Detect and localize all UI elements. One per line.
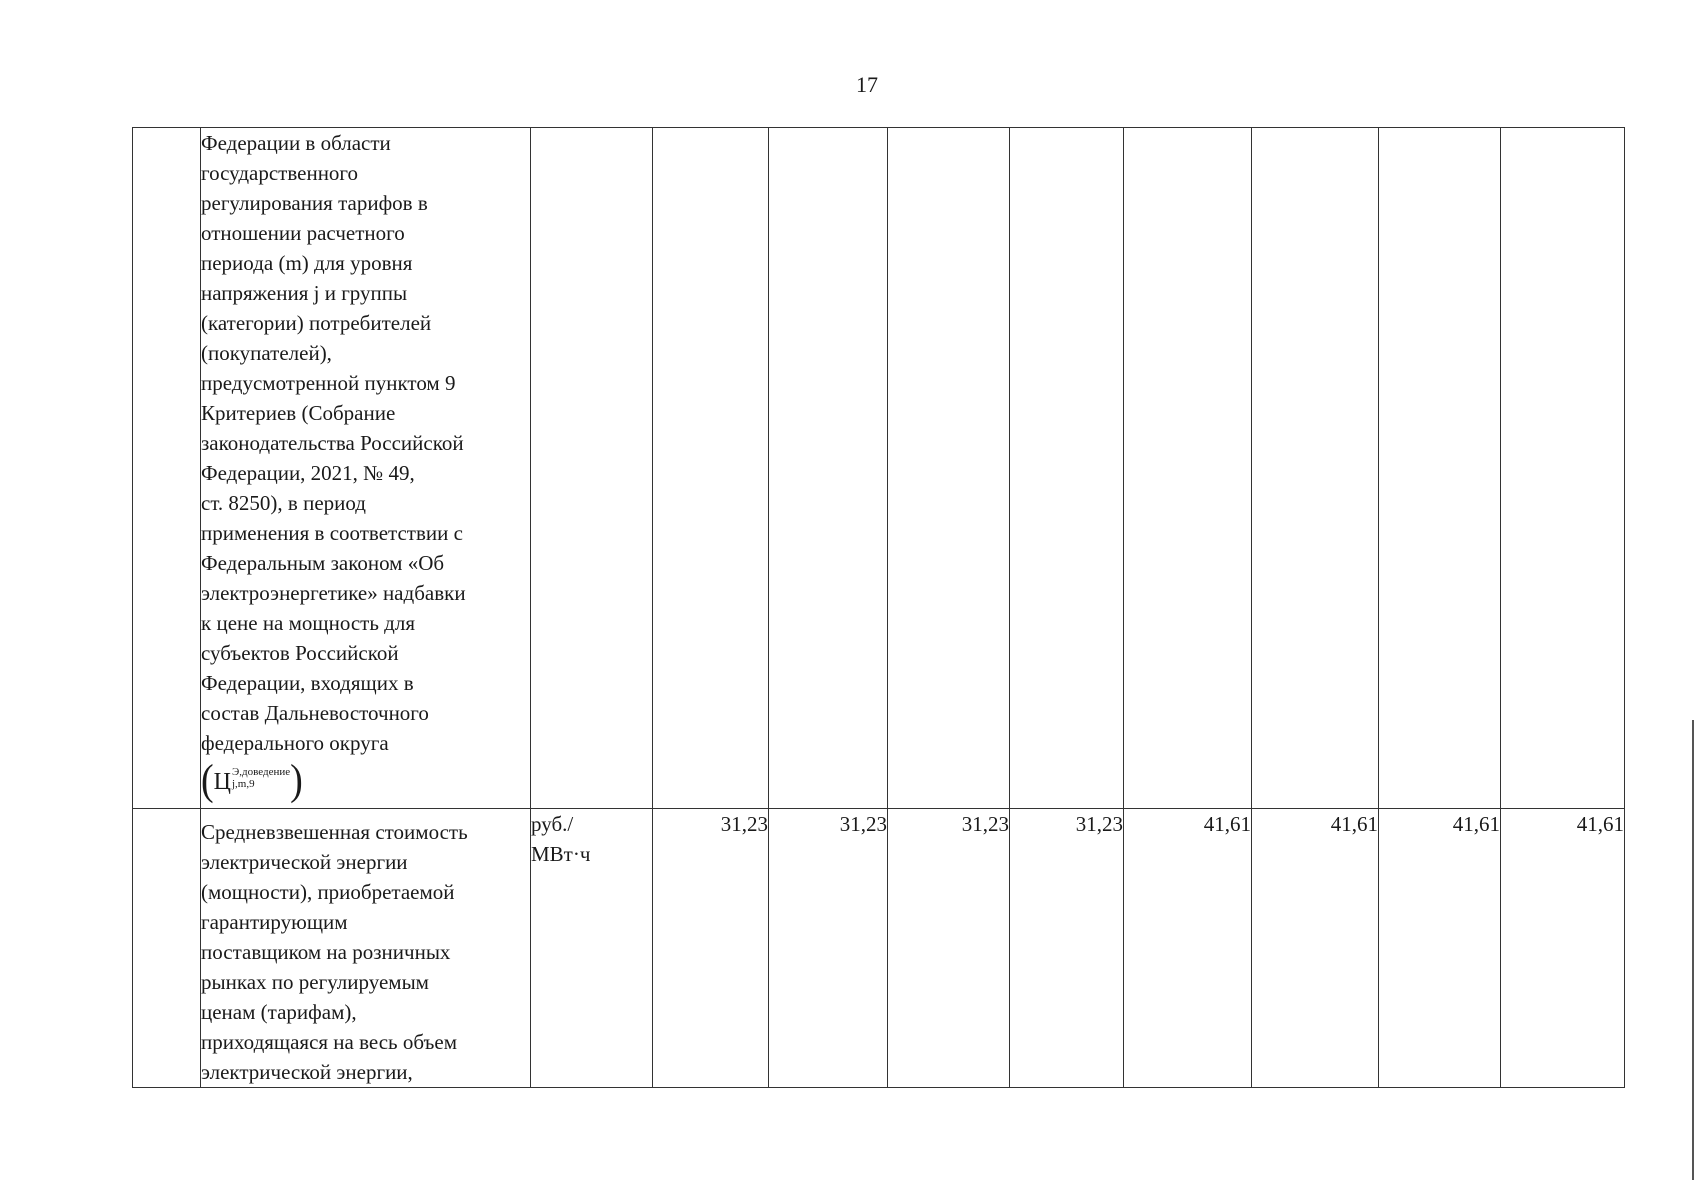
description-line: (мощности), приобретаемой [201, 880, 455, 904]
value-cell [888, 128, 1010, 809]
unit-line: МВт·ч [531, 842, 591, 866]
description-line: (категории) потребителей [201, 311, 432, 335]
table-row [133, 809, 1625, 1088]
unit-line: руб./ [531, 812, 574, 836]
description-line: электрической энергии, [201, 1060, 413, 1084]
description-line: периода (m) для уровня [201, 251, 413, 275]
description-line: Федеральным законом «Об [201, 551, 445, 575]
description-line: электрической энергии [201, 850, 408, 874]
description-line: Федерации, 2021, № 49, [201, 461, 415, 485]
description-line: гарантирующим [201, 910, 348, 934]
value-cell: 41,61 [1501, 809, 1625, 1088]
row-number-cell [133, 809, 201, 1088]
value-cell: 41,61 [1379, 809, 1501, 1088]
formula-superscript: Э,доведение [232, 766, 291, 778]
description-line: законодательства Российской [201, 431, 464, 455]
value-cell: 31,23 [888, 809, 1010, 1088]
description-line: федерального округа [201, 731, 389, 755]
description-line: Федерации, входящих в [201, 671, 414, 695]
description-cell [201, 128, 531, 809]
scan-edge-line [1692, 720, 1694, 1180]
description-line: регулирования тарифов в [201, 191, 428, 215]
value-cell: 41,61 [1252, 809, 1379, 1088]
description-line: отношении расчетного [201, 221, 405, 245]
table-row [133, 128, 1625, 809]
description-line: предусмотренной пунктом 9 [201, 371, 456, 395]
description-line: ст. 8250), в период [201, 491, 366, 515]
value-cell [1124, 128, 1252, 809]
description-line: государственного [201, 161, 359, 185]
value-cell [1252, 128, 1379, 809]
description-line: применения в соответствии с [201, 521, 463, 545]
tariff-table [132, 127, 1625, 1088]
description-line: электроэнергетике» надбавки [201, 581, 466, 605]
formula-subscript: j,m,9 [232, 778, 255, 790]
price-formula [201, 755, 303, 805]
open-paren: ( [201, 755, 214, 805]
description-line: (покупателей), [201, 341, 332, 365]
formula-scripts [232, 766, 290, 790]
description-line: поставщиком на розничных [201, 940, 451, 964]
value-cell [769, 128, 888, 809]
description-cell [201, 809, 531, 1088]
value-cell: 31,23 [1010, 809, 1124, 1088]
description-line: Федерации в области [201, 131, 391, 155]
value-cell [653, 128, 769, 809]
value-cell [1010, 128, 1124, 809]
description-line: субъектов Российской [201, 641, 399, 665]
value-cell [1379, 128, 1501, 809]
value-cell: 41,61 [1124, 809, 1252, 1088]
close-paren: ) [290, 755, 303, 805]
description-line: Средневзвешенная стоимость [201, 820, 468, 844]
description-line: рынках по регулируемым [201, 970, 429, 994]
formula-symbol: Ц [213, 769, 231, 795]
page-number: 17 [856, 72, 878, 97]
description-line: ценам (тарифам), [201, 1000, 357, 1024]
value-cell [1501, 128, 1625, 809]
value-cell: 31,23 [653, 809, 769, 1088]
value-cell: 31,23 [769, 809, 888, 1088]
unit-cell [531, 809, 653, 1088]
description-line: состав Дальневосточного [201, 701, 429, 725]
description-line: к цене на мощность для [201, 611, 415, 635]
row-number-cell [133, 128, 201, 809]
description-line: приходящаяся на весь объем [201, 1030, 458, 1054]
unit-cell [531, 128, 653, 809]
description-line: Критериев (Собрание [201, 401, 396, 425]
description-line: напряжения j и группы [201, 281, 408, 305]
